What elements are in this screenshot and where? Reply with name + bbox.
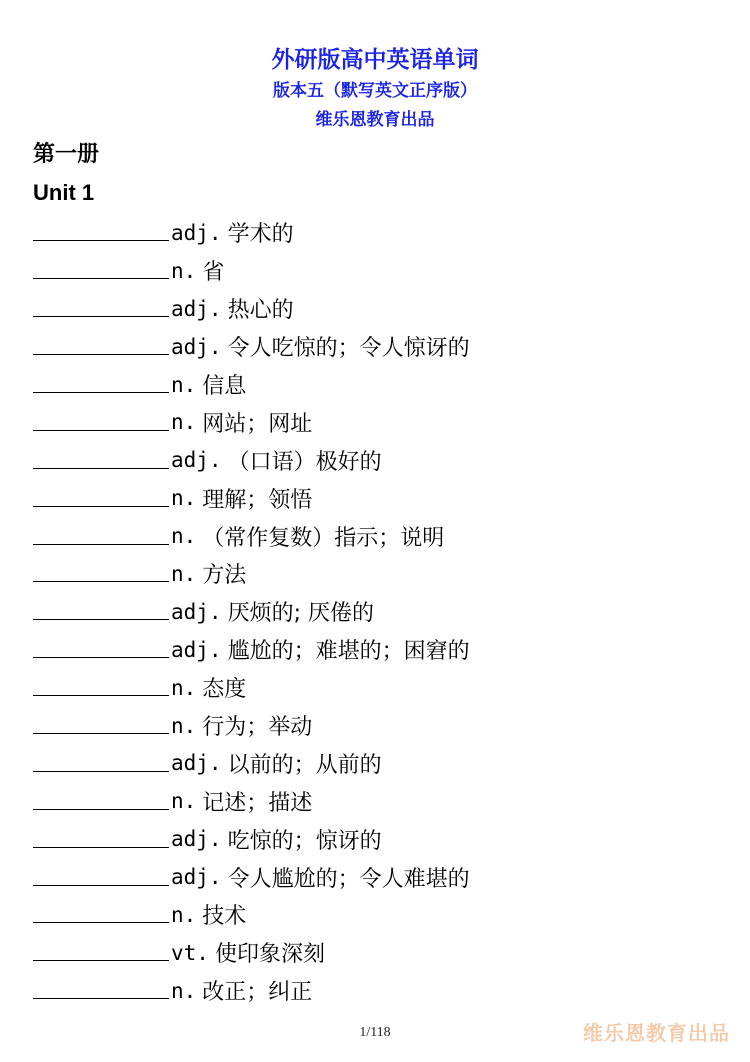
vocab-item [33,669,470,707]
answer-blank [33,976,169,999]
answer-blank [33,446,169,469]
answer-blank [33,711,169,734]
part-of-speech: adj. [171,751,222,776]
part-of-speech: adj. [171,599,222,624]
vocab-item [33,403,470,441]
word-meaning: 令人吃惊的；令人惊讶的 [227,336,470,362]
unit-heading: Unit 1 [33,180,95,205]
answer-blank [33,522,169,545]
answer-blank [33,484,169,507]
word-meaning: 厌烦的; 厌倦的 [227,601,374,627]
answer-blank [33,749,169,772]
answer-blank [33,218,169,241]
vocab-item [33,328,470,366]
word-meaning: （口语）极好的 [227,449,382,475]
word-meaning: 热心的 [227,298,294,324]
word-meaning: 网站；网址 [202,411,313,437]
document-title: 外研版高中英语单词 [271,47,479,73]
word-meaning: 学术的 [227,222,294,248]
vocab-item [33,517,470,555]
vocab-item [33,896,470,934]
answer-blank [33,900,169,923]
vocab-item [33,972,470,1010]
vocab-item [33,744,470,782]
vocab-item [33,782,470,820]
word-meaning: 以前的；从前的 [227,752,382,778]
word-meaning: 尴尬的；难堪的；困窘的 [227,639,470,665]
volume-heading: 第一册 [33,142,100,167]
part-of-speech: n. [171,978,197,1003]
part-of-speech: adj. [171,448,222,473]
answer-blank [33,294,169,317]
page-number: 1/118 [359,1025,391,1040]
vocab-item [33,858,470,896]
vocab-item [33,441,470,479]
vocab-item [33,934,470,972]
vocabulary-list [33,214,470,1010]
word-meaning: 记述；描述 [202,790,313,816]
word-meaning: 使印象深刻 [214,942,325,968]
answer-blank [33,559,169,582]
answer-blank [33,673,169,696]
publisher-line: 维乐恩教育出品 [315,110,435,130]
answer-blank [33,787,169,810]
vocab-item [33,707,470,745]
word-meaning: 省 [202,260,225,286]
answer-blank [33,332,169,355]
part-of-speech: adj. [171,637,222,662]
part-of-speech: n. [171,258,197,283]
word-meaning: 令人尴尬的；令人难堪的 [227,866,470,892]
vocab-item [33,290,470,328]
vocab-item [33,631,470,669]
vocab-item [33,593,470,631]
publisher-watermark: 维乐恩教育出品 [583,1021,730,1045]
part-of-speech: adj. [171,334,222,359]
answer-blank [33,256,169,279]
vocab-item [33,366,470,404]
answer-blank [33,635,169,658]
vocab-item [33,555,470,593]
answer-blank [33,597,169,620]
answer-blank [33,863,169,886]
vocab-item [33,252,470,290]
part-of-speech: vt. [171,940,209,965]
part-of-speech: n. [171,561,197,586]
part-of-speech: adj. [171,296,222,321]
answer-blank [33,938,169,961]
vocab-item [33,820,470,858]
word-meaning: 改正；纠正 [202,980,313,1006]
word-meaning: 理解；领悟 [202,487,313,513]
word-meaning: 吃惊的；惊讶的 [227,828,382,854]
answer-blank [33,370,169,393]
part-of-speech: n. [171,486,197,511]
part-of-speech: adj. [171,827,222,852]
part-of-speech: n. [171,524,197,549]
part-of-speech: n. [171,713,197,738]
part-of-speech: n. [171,675,197,700]
part-of-speech: n. [171,372,197,397]
word-meaning: （常作复数）指示；说明 [202,525,445,551]
vocab-item [33,214,470,252]
document-subtitle: 版本五（默写英文正序版） [273,81,477,101]
word-meaning: 行为；举动 [202,715,313,741]
word-meaning: 方法 [202,563,247,589]
answer-blank [33,408,169,431]
part-of-speech: n. [171,789,197,814]
word-meaning: 信息 [202,374,247,399]
word-meaning: 态度 [202,677,247,703]
part-of-speech: n. [171,902,197,927]
vocab-item [33,479,470,517]
part-of-speech: adj. [171,220,222,245]
part-of-speech: n. [171,410,197,435]
part-of-speech: adj. [171,865,222,890]
word-meaning: 技术 [202,904,247,930]
answer-blank [33,825,169,848]
